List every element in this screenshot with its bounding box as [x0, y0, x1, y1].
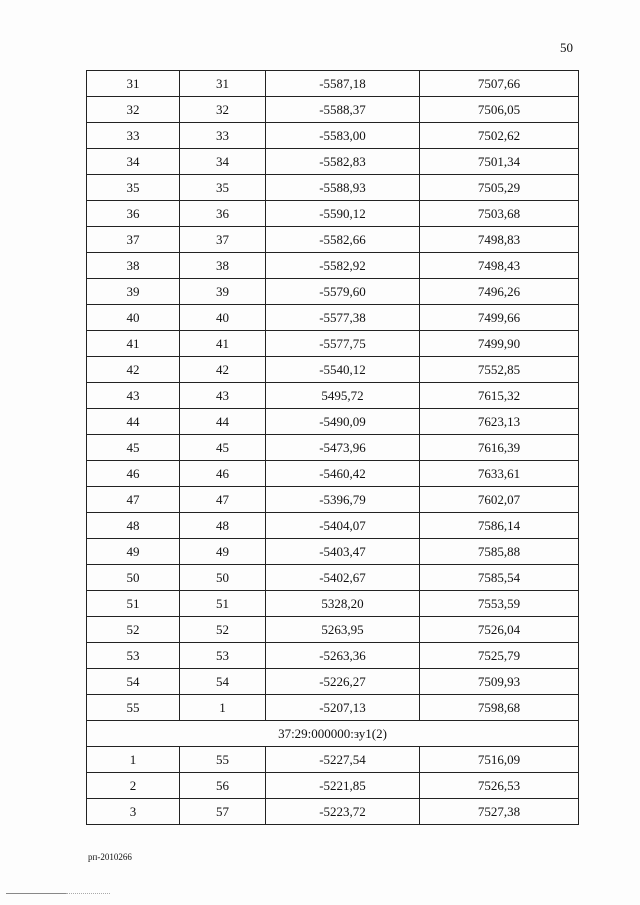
x-coordinate-cell: 5263,95	[266, 617, 420, 643]
y-coordinate-cell: 7502,62	[420, 123, 579, 149]
x-coordinate-cell: -5403,47	[266, 539, 420, 565]
table-row	[87, 71, 579, 97]
y-coordinate-cell: 7527,38	[420, 799, 579, 825]
point-number-cell: 33	[87, 123, 180, 149]
point-number-alt-cell: 47	[180, 487, 266, 513]
point-number-alt-cell: 56	[180, 773, 266, 799]
point-number-alt-cell: 35	[180, 175, 266, 201]
table-row	[87, 799, 579, 825]
point-number-alt-cell: 48	[180, 513, 266, 539]
footer-dotted-rule	[66, 893, 110, 894]
point-number-cell: 55	[87, 695, 180, 721]
point-number-cell: 47	[87, 487, 180, 513]
point-number-cell: 36	[87, 201, 180, 227]
y-coordinate-cell: 7585,54	[420, 565, 579, 591]
y-coordinate-cell: 7509,93	[420, 669, 579, 695]
y-coordinate-cell: 7498,43	[420, 253, 579, 279]
point-number-alt-cell: 57	[180, 799, 266, 825]
y-coordinate-cell: 7615,32	[420, 383, 579, 409]
point-number-cell: 46	[87, 461, 180, 487]
point-number-alt-cell: 41	[180, 331, 266, 357]
table-row	[87, 695, 579, 721]
table-row	[87, 123, 579, 149]
x-coordinate-cell: -5396,79	[266, 487, 420, 513]
section-header-row	[87, 721, 579, 747]
y-coordinate-cell: 7503,68	[420, 201, 579, 227]
y-coordinate-cell: 7526,04	[420, 617, 579, 643]
table-row	[87, 201, 579, 227]
x-coordinate-cell: 5328,20	[266, 591, 420, 617]
point-number-cell: 34	[87, 149, 180, 175]
x-coordinate-cell: -5227,54	[266, 747, 420, 773]
point-number-alt-cell: 51	[180, 591, 266, 617]
x-coordinate-cell: -5404,07	[266, 513, 420, 539]
table-row	[87, 461, 579, 487]
page-number: 50	[560, 40, 573, 55]
table-row	[87, 539, 579, 565]
point-number-cell: 52	[87, 617, 180, 643]
x-coordinate-cell: -5577,38	[266, 305, 420, 331]
table-row	[87, 253, 579, 279]
y-coordinate-cell: 7598,68	[420, 695, 579, 721]
point-number-cell: 42	[87, 357, 180, 383]
y-coordinate-cell: 7499,66	[420, 305, 579, 331]
y-coordinate-cell: 7552,85	[420, 357, 579, 383]
y-coordinate-cell: 7586,14	[420, 513, 579, 539]
point-number-alt-cell: 37	[180, 227, 266, 253]
point-number-cell: 2	[87, 773, 180, 799]
point-number-alt-cell: 53	[180, 643, 266, 669]
table-row	[87, 227, 579, 253]
point-number-alt-cell: 31	[180, 71, 266, 97]
x-coordinate-cell: -5582,92	[266, 253, 420, 279]
point-number-alt-cell: 43	[180, 383, 266, 409]
point-number-alt-cell: 46	[180, 461, 266, 487]
y-coordinate-cell: 7498,83	[420, 227, 579, 253]
point-number-cell: 31	[87, 71, 180, 97]
x-coordinate-cell: -5226,27	[266, 669, 420, 695]
x-coordinate-cell: -5460,42	[266, 461, 420, 487]
point-number-alt-cell: 55	[180, 747, 266, 773]
point-number-cell: 32	[87, 97, 180, 123]
point-number-alt-cell: 36	[180, 201, 266, 227]
table-row	[87, 565, 579, 591]
x-coordinate-cell: -5402,67	[266, 565, 420, 591]
table-row	[87, 331, 579, 357]
y-coordinate-cell: 7526,53	[420, 773, 579, 799]
x-coordinate-cell: -5588,93	[266, 175, 420, 201]
y-coordinate-cell: 7525,79	[420, 643, 579, 669]
point-number-alt-cell: 50	[180, 565, 266, 591]
point-number-alt-cell: 49	[180, 539, 266, 565]
point-number-alt-cell: 32	[180, 97, 266, 123]
table-row	[87, 643, 579, 669]
x-coordinate-cell: -5207,13	[266, 695, 420, 721]
point-number-alt-cell: 39	[180, 279, 266, 305]
point-number-cell: 43	[87, 383, 180, 409]
x-coordinate-cell: -5540,12	[266, 357, 420, 383]
y-coordinate-cell: 7505,29	[420, 175, 579, 201]
y-coordinate-cell: 7633,61	[420, 461, 579, 487]
x-coordinate-cell: -5473,96	[266, 435, 420, 461]
point-number-alt-cell: 34	[180, 149, 266, 175]
x-coordinate-cell: -5587,18	[266, 71, 420, 97]
table-row	[87, 617, 579, 643]
table-row	[87, 409, 579, 435]
footer-rule	[6, 893, 66, 894]
table-row	[87, 669, 579, 695]
x-coordinate-cell: -5221,85	[266, 773, 420, 799]
x-coordinate-cell: -5263,36	[266, 643, 420, 669]
x-coordinate-cell: 5495,72	[266, 383, 420, 409]
x-coordinate-cell: -5223,72	[266, 799, 420, 825]
x-coordinate-cell: -5582,66	[266, 227, 420, 253]
table-row	[87, 773, 579, 799]
document-code: рп-2010266	[88, 852, 132, 862]
x-coordinate-cell: -5579,60	[266, 279, 420, 305]
point-number-cell: 1	[87, 747, 180, 773]
y-coordinate-cell: 7623,13	[420, 409, 579, 435]
y-coordinate-cell: 7602,07	[420, 487, 579, 513]
point-number-alt-cell: 38	[180, 253, 266, 279]
point-number-alt-cell: 52	[180, 617, 266, 643]
y-coordinate-cell: 7616,39	[420, 435, 579, 461]
y-coordinate-cell: 7507,66	[420, 71, 579, 97]
table-row	[87, 435, 579, 461]
table-row	[87, 747, 579, 773]
table-row	[87, 175, 579, 201]
point-number-cell: 51	[87, 591, 180, 617]
point-number-alt-cell: 45	[180, 435, 266, 461]
x-coordinate-cell: -5582,83	[266, 149, 420, 175]
coordinates-table	[86, 70, 579, 825]
point-number-cell: 40	[87, 305, 180, 331]
table-row	[87, 487, 579, 513]
table-row	[87, 97, 579, 123]
point-number-cell: 44	[87, 409, 180, 435]
table-row	[87, 279, 579, 305]
point-number-alt-cell: 33	[180, 123, 266, 149]
y-coordinate-cell: 7506,05	[420, 97, 579, 123]
table-row	[87, 305, 579, 331]
y-coordinate-cell: 7499,90	[420, 331, 579, 357]
table-row	[87, 149, 579, 175]
point-number-cell: 38	[87, 253, 180, 279]
table-row	[87, 357, 579, 383]
x-coordinate-cell: -5590,12	[266, 201, 420, 227]
x-coordinate-cell: -5588,37	[266, 97, 420, 123]
point-number-cell: 41	[87, 331, 180, 357]
point-number-cell: 50	[87, 565, 180, 591]
parcel-section-header: 37:29:000000:зу1(2)	[87, 721, 579, 747]
y-coordinate-cell: 7501,34	[420, 149, 579, 175]
table-row	[87, 591, 579, 617]
x-coordinate-cell: -5583,00	[266, 123, 420, 149]
x-coordinate-cell: -5490,09	[266, 409, 420, 435]
point-number-alt-cell: 1	[180, 695, 266, 721]
point-number-cell: 49	[87, 539, 180, 565]
y-coordinate-cell: 7585,88	[420, 539, 579, 565]
point-number-cell: 45	[87, 435, 180, 461]
point-number-cell: 35	[87, 175, 180, 201]
y-coordinate-cell: 7516,09	[420, 747, 579, 773]
point-number-cell: 3	[87, 799, 180, 825]
point-number-alt-cell: 40	[180, 305, 266, 331]
table-row	[87, 383, 579, 409]
table-row	[87, 513, 579, 539]
point-number-cell: 37	[87, 227, 180, 253]
point-number-cell: 39	[87, 279, 180, 305]
point-number-alt-cell: 42	[180, 357, 266, 383]
point-number-cell: 48	[87, 513, 180, 539]
point-number-cell: 54	[87, 669, 180, 695]
y-coordinate-cell: 7553,59	[420, 591, 579, 617]
x-coordinate-cell: -5577,75	[266, 331, 420, 357]
point-number-alt-cell: 44	[180, 409, 266, 435]
point-number-cell: 53	[87, 643, 180, 669]
y-coordinate-cell: 7496,26	[420, 279, 579, 305]
point-number-alt-cell: 54	[180, 669, 266, 695]
